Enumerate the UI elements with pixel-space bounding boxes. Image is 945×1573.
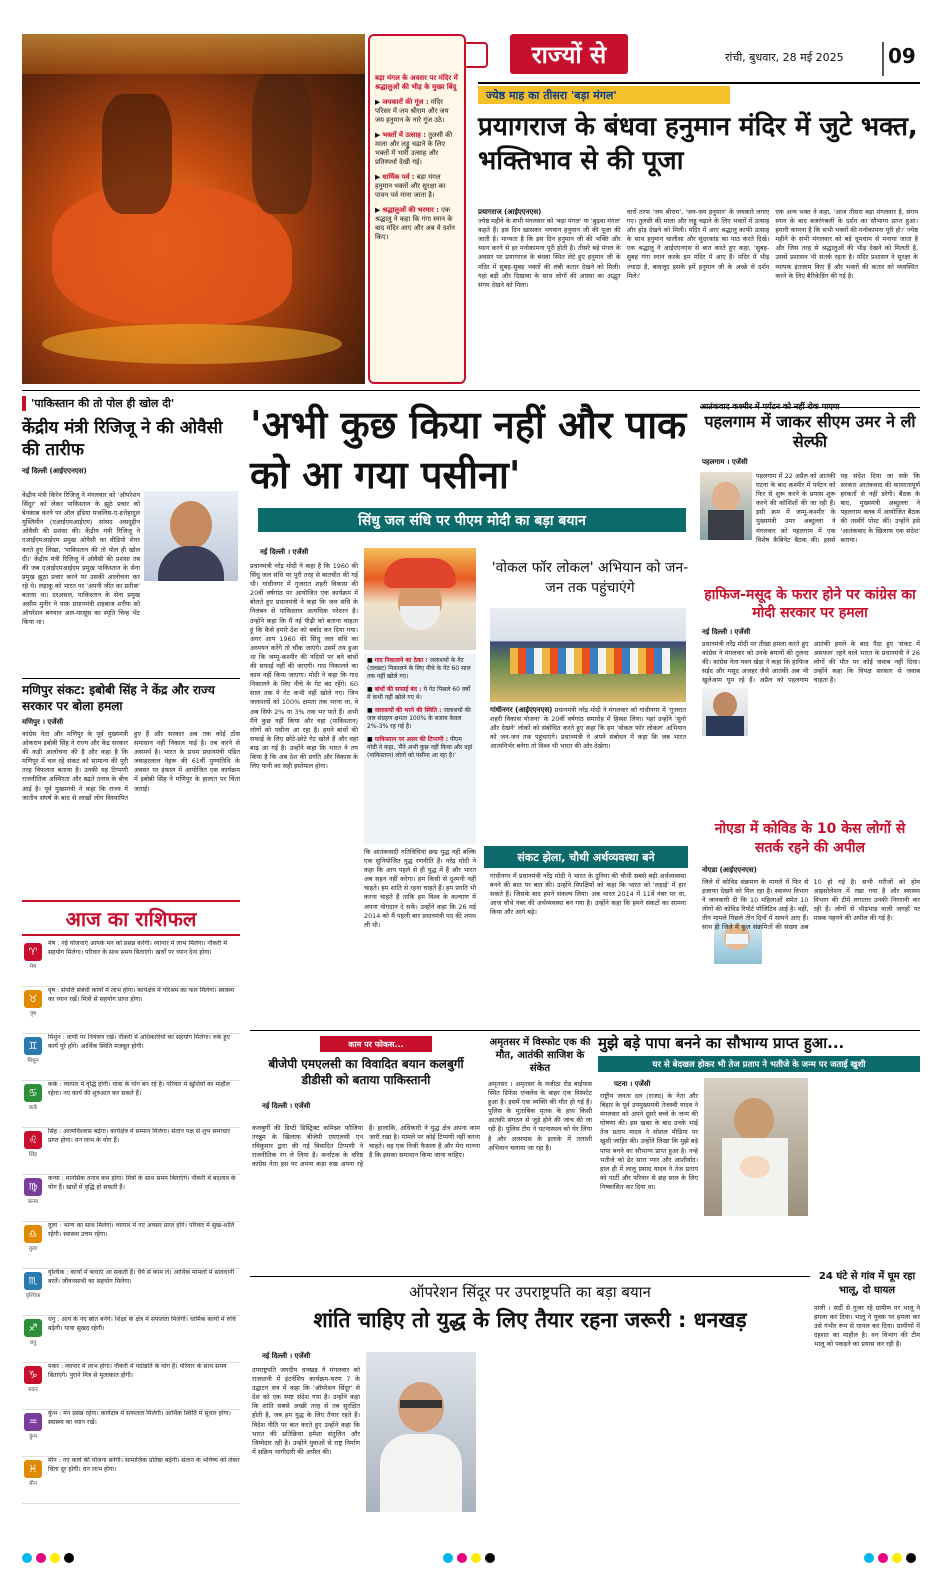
zodiac-name: मीन (29, 1481, 37, 1487)
rashifal-row (22, 1175, 240, 1222)
section-badge (510, 34, 628, 74)
manipur-story (22, 682, 240, 882)
hafiz-dateline: नई दिल्ली । एजेंसी (702, 628, 751, 636)
hafiz-body: प्रधानमंत्री नरेंद्र मोदी पर तीखा हमला करते हुए कांग्रेस ने मंगलवार को उनके बयानों की तुलना की। कांग्रेस नेता पवन खेड़ा ने कहा कि हाफिज सईद और मसूद अजहर जैसे आतंकी अब भी खुलेआम घूम रहे हैं। अप्रैल को पहलगाम आतंकी हमले के बाद पैदा हुए 'संकट में असफल' रहने वाले भारत के प्रधानमंत्री ने 26 लोगों की मौत पर कोई जवाब नहीं दिया। उन्होंने कहा कि विपक्ष सरकार से जवाब चाहता है। (702, 640, 920, 685)
rashifal-row (22, 1081, 240, 1128)
zodiac-name: कर्क (28, 1105, 38, 1111)
tejpratap-body-right (814, 1080, 920, 1270)
pahalgam-kicker: आतंकवाद कश्मीर में पर्यटन को नहीं रोक पाएगा (700, 394, 920, 408)
lead-bullet: ▶ जयकारों की गूंज : मंदिर परिसर में जय श्रीराम और जय जय हनुमान के नारे गूंज उठे। (375, 98, 449, 124)
kalaburagi-headline: बीजेपी एमएलसी का विवादित बयान कलबुर्गी डीडीसी को बताया पाकिस्तानी (268, 1057, 464, 1087)
modi-subhead: सिंधु जल संधि पर पीएम मोदी का बड़ा बयान (358, 512, 586, 529)
zodiac-prediction: मीन : नए कार्य की योजना बनेगी। सामाजिक प्रतिष्ठा बढ़ेगी। संतान के भविष्य को लेकर चिंता दूर होगी। धन लाभ होगा। (48, 1457, 240, 1473)
rashifal-row (22, 940, 240, 987)
rashifal-row (22, 1128, 240, 1175)
pahalgam-headline: पहलगाम में जाकर सीएम उमर ने ली सेल्फी (704, 412, 916, 451)
manipur-headline: मणिपुर संकट: इबोबी सिंह ने केंद्र और राज्य सरकार पर बोला हमला (22, 683, 215, 713)
tejpratap-dateline: पटना । एजेंसी (614, 1080, 651, 1088)
zodiac-name: कन्या (27, 1199, 39, 1205)
lead-body: प्रयागराज (आईएएनएस) ज्येष्ठ महीने के सभी मंगलवार को 'बड़ा मंगल' या 'बुढ़वा मंगल' कहते हैं। इस दिन खासकर भगवान हनुमान जी की पूजा की जाती है। मान्यता है कि इस दिन हनुमान जी की भक्ति और ध्यान करने से हर मनोकामना पूरी होती है। तीसरे बड़े मंगल के अवसर पर प्रयागराज के बंधवा स्थित लेटे हुए हनुमान जी के मंदिर में सुबह-सुबह भक्तों की लंबी कतार देखने को मिली। यहां बड़ी और दिखावा के साथ लोगों की आस्था का अद्भुत संगम देखने को मिला। चारों तरफ 'जय श्रीराम', 'जय-जय हनुमान' के जयकारे लगाए गए। तुलसी की माला और लड्डू चढ़ाने के लिए भक्तों में उत्साह और होड़ देखने को मिली। मंदिर में आए श्रद्धालु काफी उत्साह के साथ हनुमान चालीसा और सुंदरकांड का पाठ करते दिखे। एक श्रद्धालु ने आईएएनएस से बात करते हुए कहा, 'सुबह-सुबह गंगा स्नान करके हम मंदिर में आए हैं। मंदिर में भीड़ ज्यादा है, बावजूद इसके हमें हनुमान जी के अच्छे से दर्शन मिले।' एक अन्य भक्त ने कहा, 'आज तीसरा बड़ा मंगलवार है, संगम स्नान के बाद बजरंगबली के दर्शन का सौभाग्य प्राप्त हुआ। हमारी कामना है कि सभी भक्तों की मनोकामना पूरी हो।' ज्येष्ठ महीने के सभी मंगलवार को बड़े धूमधाम से मनाया जाता है और जिस तरह से श्रद्धालुओं की भीड़ देखने को मिलती है, उससे प्रशासन भी सतर्क रहता है। मंदिर प्रशासन ने सुरक्षा के व्यापक इंतजाम किए हैं और भक्तों की कतार को व्यवस्थित करने के लिए बैरिकेडिंग की गई है। (478, 208, 919, 289)
modi-caption-box (364, 654, 476, 844)
zodiac-prediction: धनु : आय के नए स्रोत बनेंगे। शिक्षा के क्षेत्र में सफलता मिलेगी। धार्मिक कार्यों में रुचि बढ़ेगी। यात्रा सुखद रहेगी। (48, 1316, 236, 1332)
zodiac-prediction: मेष : नई योजनाएं आपके मन को प्रसन्न करेंगी। व्यापार में लाभ मिलेगा। नौकरी में सहयोग मिलेगा। परिवार के साथ समय बिताएंगे। खर्चों पर ध्यान देना होगा। (48, 940, 227, 956)
tejpratap-headline: मुझे बड़े पापा बनने का सौभाग्य प्राप्त हुआ... (598, 1034, 845, 1052)
economy-band (484, 846, 688, 868)
manipur-dateline: मणिपुर । एजेंसी (22, 718, 64, 726)
amritsar-headline: अमृतसर में विस्फोट एक की मौत, आतंकी साजिश के संकेत (489, 1037, 591, 1074)
bear-headline: 24 घंटे से गांव में घूम रहा भालू, दो घायल (818, 1271, 916, 1296)
zodiac-prediction: कर्क : व्यापार में वृद्धि होगी। यात्रा के योग बन रहे हैं। परिवार में खुशियों का माहौल रहेगा। नए कार्य की शुरुआत कर सकते हैं। (48, 1081, 230, 1097)
zodiac-name: वृश्चिक (25, 1293, 41, 1299)
modi-caption-bullet: ■ पाकिस्तान पर असर की टिप्पणी : पीएम मोदी ने कहा, 'मैंने अभी कुछ नहीं किया और वहां (पाकिस्तान) लोगों को पसीना आ रहा है।' (367, 736, 473, 759)
section-rule-1 (22, 390, 920, 391)
rashifal-row (22, 1034, 240, 1081)
dhankhar-body: उपराष्ट्रपति जगदीप धनखड़ ने मंगलवार को राजधानी में इंटर्नशिप कार्यक्रम-चरण 7 के उद्घाटन सत्र में कहा कि 'ऑपरेशन सिंदूर' से देश को एक स्पष्ट संदेश गया है। उन्होंने कहा कि शांति सबसे अच्छी तरह से तब सुरक्षित होती है, जब हम युद्ध के लिए तैयार रहते हैं। विदेश नीति पर बात करते हुए उन्होंने कहा कि भारत की प्रतिक्रिया हमेशा संतुलित और जिम्मेदार रही है। उन्होंने युवाओं से राष्ट्र निर्माण में सक्रिय भागीदारी की अपील की। (252, 1366, 360, 1456)
zodiac-icon: ♓ (24, 1460, 42, 1478)
lead-sidebar (368, 34, 466, 384)
dhankhar-headline: शांति चाहिए तो युद्ध के लिए तैयार रहना जरूरी : धनखड़ (313, 1308, 747, 1332)
zodiac-icon: ♊ (24, 1037, 42, 1055)
zodiac-name: मिथुन (27, 1058, 39, 1064)
rijiju-headline: केंद्रीय मंत्री रिजिजू ने की ओवैसी की तारीफ (22, 418, 223, 460)
dhankhar-kicker: ऑपरेशन सिंदूर पर उपराष्ट्रपति का बड़ा बयान (409, 1283, 651, 1301)
covid-body: जिले में कोविड संक्रमण के मामले में फिर से इजाफा देखने को मिल रहा है। स्वास्थ्य विभाग ने जानकारी दी कि 10 महिलाओं समेत 10 लोगों की कोविड रिपोर्ट पॉजिटिव आई है। वहीं, तीन मामले पिछले तीन दिनों में सामने आए हैं। साथ ही जिले में कुल संक्रमितों की संख्या अब 10 हो गई है। सभी मरीजों को होम आइसोलेशन में रखा गया है और स्वास्थ्य विभाग की टीमें लगातार उनकी निगरानी कर रही हैं। लोगों से भीड़भाड़ वाली जगहों पर मास्क पहनने की अपील की गई है। (702, 878, 920, 932)
dhankhar-dateline: नई दिल्ली । एजेंसी (262, 1352, 311, 1360)
zodiac-icon: ♏ (24, 1272, 42, 1290)
masthead-rule (478, 82, 920, 84)
zodiac-name: धनु (29, 1340, 37, 1346)
kalaburagi-tag: काम पर फोकस... (320, 1036, 432, 1052)
lead-bullets (375, 98, 459, 242)
rijiju-story (22, 396, 240, 676)
amritsar-body: अमृतसर । अमृतसर के मजीठा रोड बाईपास स्थित डिफेंस एन्क्लेव के बाहर एक विस्फोट हुआ है। इसमें एक व्यक्ति की मौत हो गई है। पुलिस के मुताबिक मृतक के हाथ किसी आतंकी संगठन से जुड़े होने की जांच की जा रही है। पुलिस टीम ने घटनास्थल को घेर लिया है और आसपास के इलाके में तलाशी अभियान चलाया जा रहा है। (488, 1080, 592, 1152)
tejpratap-subhead-band (598, 1056, 920, 1072)
kalaburagi-body: कलबुर्गी की डिप्टी डिस्ट्रिक्ट कमिश्नर फौजिया तरन्नुम के खिलाफ बीजेपी एमएलसी एन रविकुमार द्वारा की गई विवादित टिप्पणी ने राजनीतिक रंग ले लिया है। कर्नाटक के वरिष्ठ कांग्रेस नेता इस पर अपना कड़ा रुख अपना रहे हैं। हालांकि, अधिकारी ने युद्ध क्षेत्र अपना काम जारी रखा है। मामले पर कोई टिप्पणी नहीं करना चाहते। वह एक निजी फैसला है और मेरा मानना है कि इसका समाधान किया जाना चाहिए। (252, 1124, 480, 1169)
vocal-body: गांधीनगर (आईएएनएस) प्रधानमंत्री नरेंद्र मोदी ने मंगलवार को गांधीनगर में 'गुजरात शहरी विकास योजना' के 20वीं वर्षगांठ समारोह में हिस्सा लिया। यहां उन्होंने 'सुनो और देखने' लोकों को संबोधित करते हुए कहा कि हम 'वोकल फॉर लोकल' अभियान को जन-जन तक पहुंचाएंगे। प्रधानमंत्री ने अपने संबोधन में कहा कि जब भारत आत्मनिर्भर बनेगा तो विश्व भी भारत की ओर देखेगा। (490, 706, 686, 751)
lead-bullet: ▶ श्रद्धालुओं की भरमार : एक श्रद्धालु ने कहा कि गंगा स्नान के बाद मंदिर आए और अब ये दर्शन किए। (375, 206, 455, 241)
rashifal-row (22, 1457, 240, 1504)
zodiac-icon: ♈ (24, 943, 42, 961)
zodiac-prediction: कन्या : मानसिक तनाव कम होगा। मित्रों के साथ समय बिताएंगे। नौकरी में बदलाव के योग हैं। खर्चों में वृद्धि हो सकती है। (48, 1175, 236, 1191)
dateline: रांची, बुधवार, 28 मई 2025 (725, 51, 844, 64)
rashifal-row (22, 987, 240, 1034)
lead-bullet: ▶ भक्तों में उत्साह : तुलसी की माला और लड्डू चढ़ाने के लिए भक्तों में भारी उत्साह और प्रतिस्पर्धा देखी गई। (375, 131, 453, 166)
rashifal-row (22, 1316, 240, 1363)
vocal-headline: 'वोकल फॉर लोकल' अभियान को जन-जन तक पहुंचाएंगे (491, 560, 689, 596)
rashifal-header (22, 900, 240, 936)
page-divider (882, 42, 884, 76)
modi-caption-bullet: ■ जलाशयों की भरने की स्थिति : जलाशयों की जल संग्रहण क्षमता 100% के बजाय केवल 2%-3% रह गई है। (367, 707, 471, 730)
rashifal-section (22, 900, 240, 1550)
modi-caption-bullet: ■ बांधों की सफाई बंद : ये गेट पिछले 60 वर्षों में कभी नहीं खोले गए थे। (367, 686, 471, 701)
modi-headline: 'अभी कुछ किया नहीं और पाक को आ गया पसीना' (250, 403, 687, 497)
tejpratap-subhead: घर से बेदखल होकर भी तेज प्रताप ने भतीजे के जन्म पर जताई खुशी (652, 1059, 866, 1070)
tejpratap-photo (704, 1078, 808, 1216)
rijiju-photo (144, 491, 238, 581)
section-title: राज्यों से (531, 40, 607, 69)
vocal-photo (490, 608, 686, 702)
lead-bullet: ▶ धार्मिक पर्व : बड़ा मंगल हनुमान भक्तों और सुरक्षा का पावन पर्व माना जाता है। (375, 173, 446, 199)
economy-headline: संकट झेला, चौथी अर्थव्यवस्था बने (517, 850, 655, 864)
economy-body: गांधीनगर में प्रधानमंत्री नरेंद्र मोदी ने भारत के दुनिया की चौथी सबसे बड़ी अर्थव्यवस्था बनने की बात पर बात की। उन्होंने विपक्षियों को कहा कि भारत को 'लड़ाई' में हार सकते हैं। जिसके बाद हमने संकल्प लिया। अब भारत 2014 में 11वें नंबर पर था, आज चौथे नंबर की अर्थव्यवस्था बन गया है। उन्होंने कहा कि हमने संकटों का सामना किया और आगे बढ़े। (490, 872, 686, 917)
zodiac-name: तुला (28, 1246, 38, 1252)
zodiac-prediction: वृष : संपत्ति संबंधी कार्यों में लाभ होगा। कार्यक्षेत्र में परिश्रम का फल मिलेगा। स्वास्थ्य का ध्यान रखें। मित्रों से सहयोग प्राप्त होगा। (48, 987, 235, 1003)
zodiac-icon: ♒ (24, 1413, 42, 1431)
zodiac-icon: ♌ (24, 1131, 42, 1149)
zodiac-icon: ♎ (24, 1225, 42, 1243)
lead-photo (22, 34, 365, 384)
modi-photo (364, 548, 476, 650)
kalaburagi-dateline: नई दिल्ली । एजेंसी (262, 1102, 311, 1110)
rijiju-dateline: नई दिल्ली (आईएएनएस) (22, 467, 87, 475)
lead-headline: प्रयागराज के बंधवा हनुमान मंदिर में जुटे भक्त, भक्तिभाव से की पूजा (478, 112, 918, 176)
rashifal-title: आज का राशिफल (65, 906, 197, 931)
modi-body: प्रधानमंत्री नरेंद्र मोदी ने कहा है कि 1960 की सिंधु जल संधि पर पूरी तरह से बातचीत की गई थी। गांधीनगर में गुजरात शहरी विकास की 20वीं वर्षगांठ पर आयोजित एक कार्यक्रम में बोलते हुए प्रधानमंत्री ने कहा कि जल संधि के निलंबन से पाकिस्तान अत्यधिक परेशान है। उन्होंने कहा कि मैं नई पीढ़ी को बताना चाहता हूं कि कैसे हमारे देश को बर्बाद कर दिया गया। अगर आप 1960 की सिंधु जल संधि का अध्ययन करेंगे तो चौंक जाएंगे। उसमें तय हुआ था कि जम्मू-कश्मीर की नदियों पर बने बांधों की सफाई नहीं की जाएगी। गाद निकालने का काम नहीं किया जाएगा। मोदी ने कहा कि गाद निकालने के लिए नीचे के गेट बंद रहेंगे। 60 साल तक ये गेट कभी नहीं खोले गए। जिन जलाशयों को 100% क्षमता तक भरना था, वे अब सिर्फ 2% या 3% तक भर पाते हैं। अभी मैंने कुछ नहीं किया और वहां (पाकिस्तान) लोगों को पसीना आ रहा है। हमने बांधों की सफाई के लिए छोटे-छोटे गेट खोले हैं और वहां बाढ़ आ गई है। उन्होंने कहा कि भारत ने तय किया है कि अब देश की प्रगति और विकास के लिए पानी का सही इस्तेमाल होगा। (250, 562, 358, 771)
zodiac-icon: ♍ (24, 1178, 42, 1196)
rijiju-body: केंद्रीय मंत्री किरेन रिजिजू ने मंगलवार को 'ऑपरेशन सिंदूर' को लेकर पाकिस्तान के झूठे प्रचार को बेनकाब करने पर ऑल इंडिया मजलिस-ए-इत्तेहादुल मुस्लिमीन (एआईएमआईएम) सांसद असदुद्दीन ओवैसी की प्रशंसा की। केंद्रीय मंत्री रिजिजू ने एआईएमआईएम प्रमुख ओवैसी का वीडियो शेयर करते हुए लिखा, 'पाकिस्तान की तो पोल ही खोल दी।' केंद्रीय मंत्री रिजिजू ने ओवैसी की प्रशंसा तब की जब एआईएमआईएम प्रमुख पाकिस्तान के सेना प्रमुख झूठा प्रचार करने पर उसकी आलोचना कर रहे थे। लड़ाकू को भारत पर 'अपनी जीत का प्रतीक' बताया था। दरअसल, पाकिस्तान के सेना प्रमुख असीम मुनीर ने पाक प्रधानमंत्री शहबाज शरीफ को ऑपरेशन बनयान अल-मरसूस का स्मृति चिन्ह भेंट किया था। (22, 491, 140, 627)
zodiac-icon: ♉ (24, 990, 42, 1008)
manipur-body: कांग्रेस नेता और मणिपुर के पूर्व मुख्यमंत्री ओकराम इबोबी सिंह ने राज्य और केंद्र सरकार की कड़ी आलोचना की है और कहा है कि मणिपुर में चल रहे संकट को सामान्य की पूरी तरह विफलता बताया है। उनकी यह टिप्पणी राजनीतिक अस्थिरता और बढ़ते तनाव के बीच आई है। पूर्व मुख्यमंत्री ने कहा कि राज्य में जातीय संघर्ष के बाद से लाखों लोग विस्थापित हुए हैं और सरकार अब तक कोई ठोस समाधान नहीं निकाल पाई है। तब करने से असमर्थ है। भारत के प्रथम प्रधानमंत्री पंडित जवाहरलाल नेहरू की 61वीं पुण्यतिथि के अवसर पर इंफाल में आयोजित एक कार्यक्रम में इबोबी सिंह ने मणिपुर के हालात पर चिंता जताई। (22, 730, 240, 802)
zodiac-name: वृष (29, 1011, 37, 1017)
lead-sidebar-title: बड़ा मंगल के अवसर पर मंदिर में श्रद्धालुओं की भीड़ के मुख्य बिंदु (375, 74, 458, 91)
page-number: 09 (888, 44, 916, 68)
zodiac-prediction: कुंभ : मन प्रसन्न रहेगा। कार्यक्षेत्र में सफलता मिलेगी। आर्थिक स्थिति में सुधार होगा। स्वास्थ्य का ध्यान रखें। (48, 1410, 231, 1426)
zodiac-name: सिंह (28, 1152, 38, 1158)
zodiac-prediction: सिंह : आत्मविश्वास बढ़ेगा। कार्यक्षेत्र में सम्मान मिलेगा। संतान पक्ष से शुभ समाचार प्राप्त होगा। धन लाभ के योग हैं। (48, 1128, 231, 1144)
bear-body: पाली । सर्दी से गुजर रहे ग्रामीण पर भालू ने हमला कर दिया। भालू ने युवक पर हमला कर उसे गंभीर रूप से घायल कर दिया। ग्रामीणों में दहशत का माहौल है। वन विभाग की टीम भालू को पकड़ने का प्रयास कर रही है। (814, 1304, 920, 1349)
zodiac-icon: ♐ (24, 1319, 42, 1337)
zodiac-prediction: वृश्चिक : कार्यों में बाधाएं आ सकती हैं। धैर्य से काम लें। आर्थिक मामलों में सावधानी बरतें। जीवनसाथी का सहयोग मिलेगा। (48, 1269, 235, 1285)
rashifal-row (22, 1269, 240, 1316)
zodiac-prediction: मिथुन : वाणी पर नियंत्रण रखें। नौकरी में अधिकारियों का सहयोग मिलेगा। रुके हुए कार्य पूरे होंगे। आर्थिक स्थिति मजबूत होगी। (48, 1034, 230, 1050)
zodiac-name: मेष (29, 964, 37, 970)
modi-subhead-band (258, 508, 686, 532)
rashifal-list (22, 940, 240, 1504)
tejpratap-body-left: राष्ट्रीय जनता दल (राजद) के नेता और बिहार के पूर्व उपमुख्यमंत्री तेजस्वी यादव ने मंगलवार को अपने दूसरे बच्चे के जन्म की घोषणा की। इस खबर के बाद उनके भाई तेज प्रताप यादव ने सोशल मीडिया पर खुशी जाहिर की। उन्होंने लिखा कि मुझे बड़े पापा बनने का सौभाग्य प्राप्त हुआ है। नन्हे भतीजे को ढेर सारा प्यार और आशीर्वाद। हाल ही में लालू प्रसाद यादव ने तेज प्रताप को पार्टी और परिवार से छह साल के लिए निष्कासित कर दिया था। (600, 1092, 698, 1191)
modi-dateline: नई दिल्ली । एजेंसी (260, 548, 309, 556)
dhankhar-photo (366, 1352, 476, 1512)
pahalgam-dateline: पहलगाम । एजेंसी (702, 458, 748, 466)
print-color-strip (22, 1552, 920, 1564)
pahalgam-body: पहलगाम में 22 अप्रैल को आतंकी घटना के बाद कश्मीर में पर्यटन को फिर से शुरू करने के प्रयास शुरू करने की कोशिशों की जा रही हैं। इसी क्रम में जम्मू-कश्मीर के मुख्यमंत्री उमर अब्दुल्ला ने मंगलवार को पहलगाम में एक विशेष कैबिनेट बैठक की। इससे यह संदेश दिया जा सके कि सरकार आतंकवाद की कायरतापूर्ण हरकतों से नहीं डरेगी। बैठक के बाद, मुख्यमंत्री अब्दुल्ला ने पहलगाम क्लब में आयोजित बैठक की तस्वीरें पोस्ट कीं। उन्होंने इसे 'आतंकवाद के खिलाफ एक संदेश' बताया। (756, 472, 920, 544)
dhankhar-body-right (482, 1352, 808, 1542)
modi-right-column: कि आतंकवादी गतिविधियां छद्म युद्ध नहीं बल्कि एक सुनियोजित युद्ध रणनीति हैं। नरेंद्र मोदी ने कहा कि आप पहले से ही युद्ध में हैं और भारत अब सहन नहीं करेगा। हम किसी से दुश्मनी नहीं चाहते। हम शांति से रहना चाहते हैं। हम प्रगति भी करना चाहते हैं ताकि हम विश्व के कल्याण में अपना योगदान दे सकें। उन्होंने कहा कि 26 मई 2014 को मैं पहली बार प्रधानमंत्री पद की शपथ ली थी। (364, 848, 476, 929)
rashifal-row (22, 1410, 240, 1457)
zodiac-name: मकर (28, 1387, 38, 1393)
zodiac-prediction: मकर : व्यापार में लाभ होगा। नौकरी में पदोन्नति के योग हैं। परिवार के साथ समय बिताएंगे। पुराने मित्र से मुलाकात होगी। (48, 1363, 227, 1379)
pahalgam-photo (700, 472, 752, 540)
lead-kicker: ज्येष्ठ माह का तीसरा 'बड़ा मंगल' (478, 86, 730, 104)
zodiac-icon: ♑ (24, 1366, 42, 1384)
covid-headline: नोएडा में कोविड के 10 केस लोगों से सतर्क रहने की अपील (714, 821, 906, 856)
zodiac-icon: ♋ (24, 1084, 42, 1102)
zodiac-prediction: तुला : भाग्य का साथ मिलेगा। व्यापार में नए अवसर प्राप्त होंगे। परिवार में सुख-शांति रहेगी। स्वास्थ्य उत्तम रहेगा। (48, 1222, 235, 1238)
rashifal-row (22, 1363, 240, 1410)
zodiac-name: कुंभ (28, 1434, 38, 1440)
hafiz-headline: हाफिज-मसूद के फरार होने पर कांग्रेस का मोदी सरकार पर हमला (704, 587, 916, 621)
modi-caption-bullet: ■ गाद निकालने का ठेका : जलाशयों के गेट (तलछट) निकालने के लिए नीचे के गेट 60 साल तक नहीं खोले गए। (367, 657, 471, 680)
rijiju-kicker: 'पाकिस्तान की तो पोल ही खोल दी' (22, 396, 240, 411)
covid-dateline: नोएडा (आईएएनएस) (702, 866, 757, 874)
rashifal-row (22, 1222, 240, 1269)
